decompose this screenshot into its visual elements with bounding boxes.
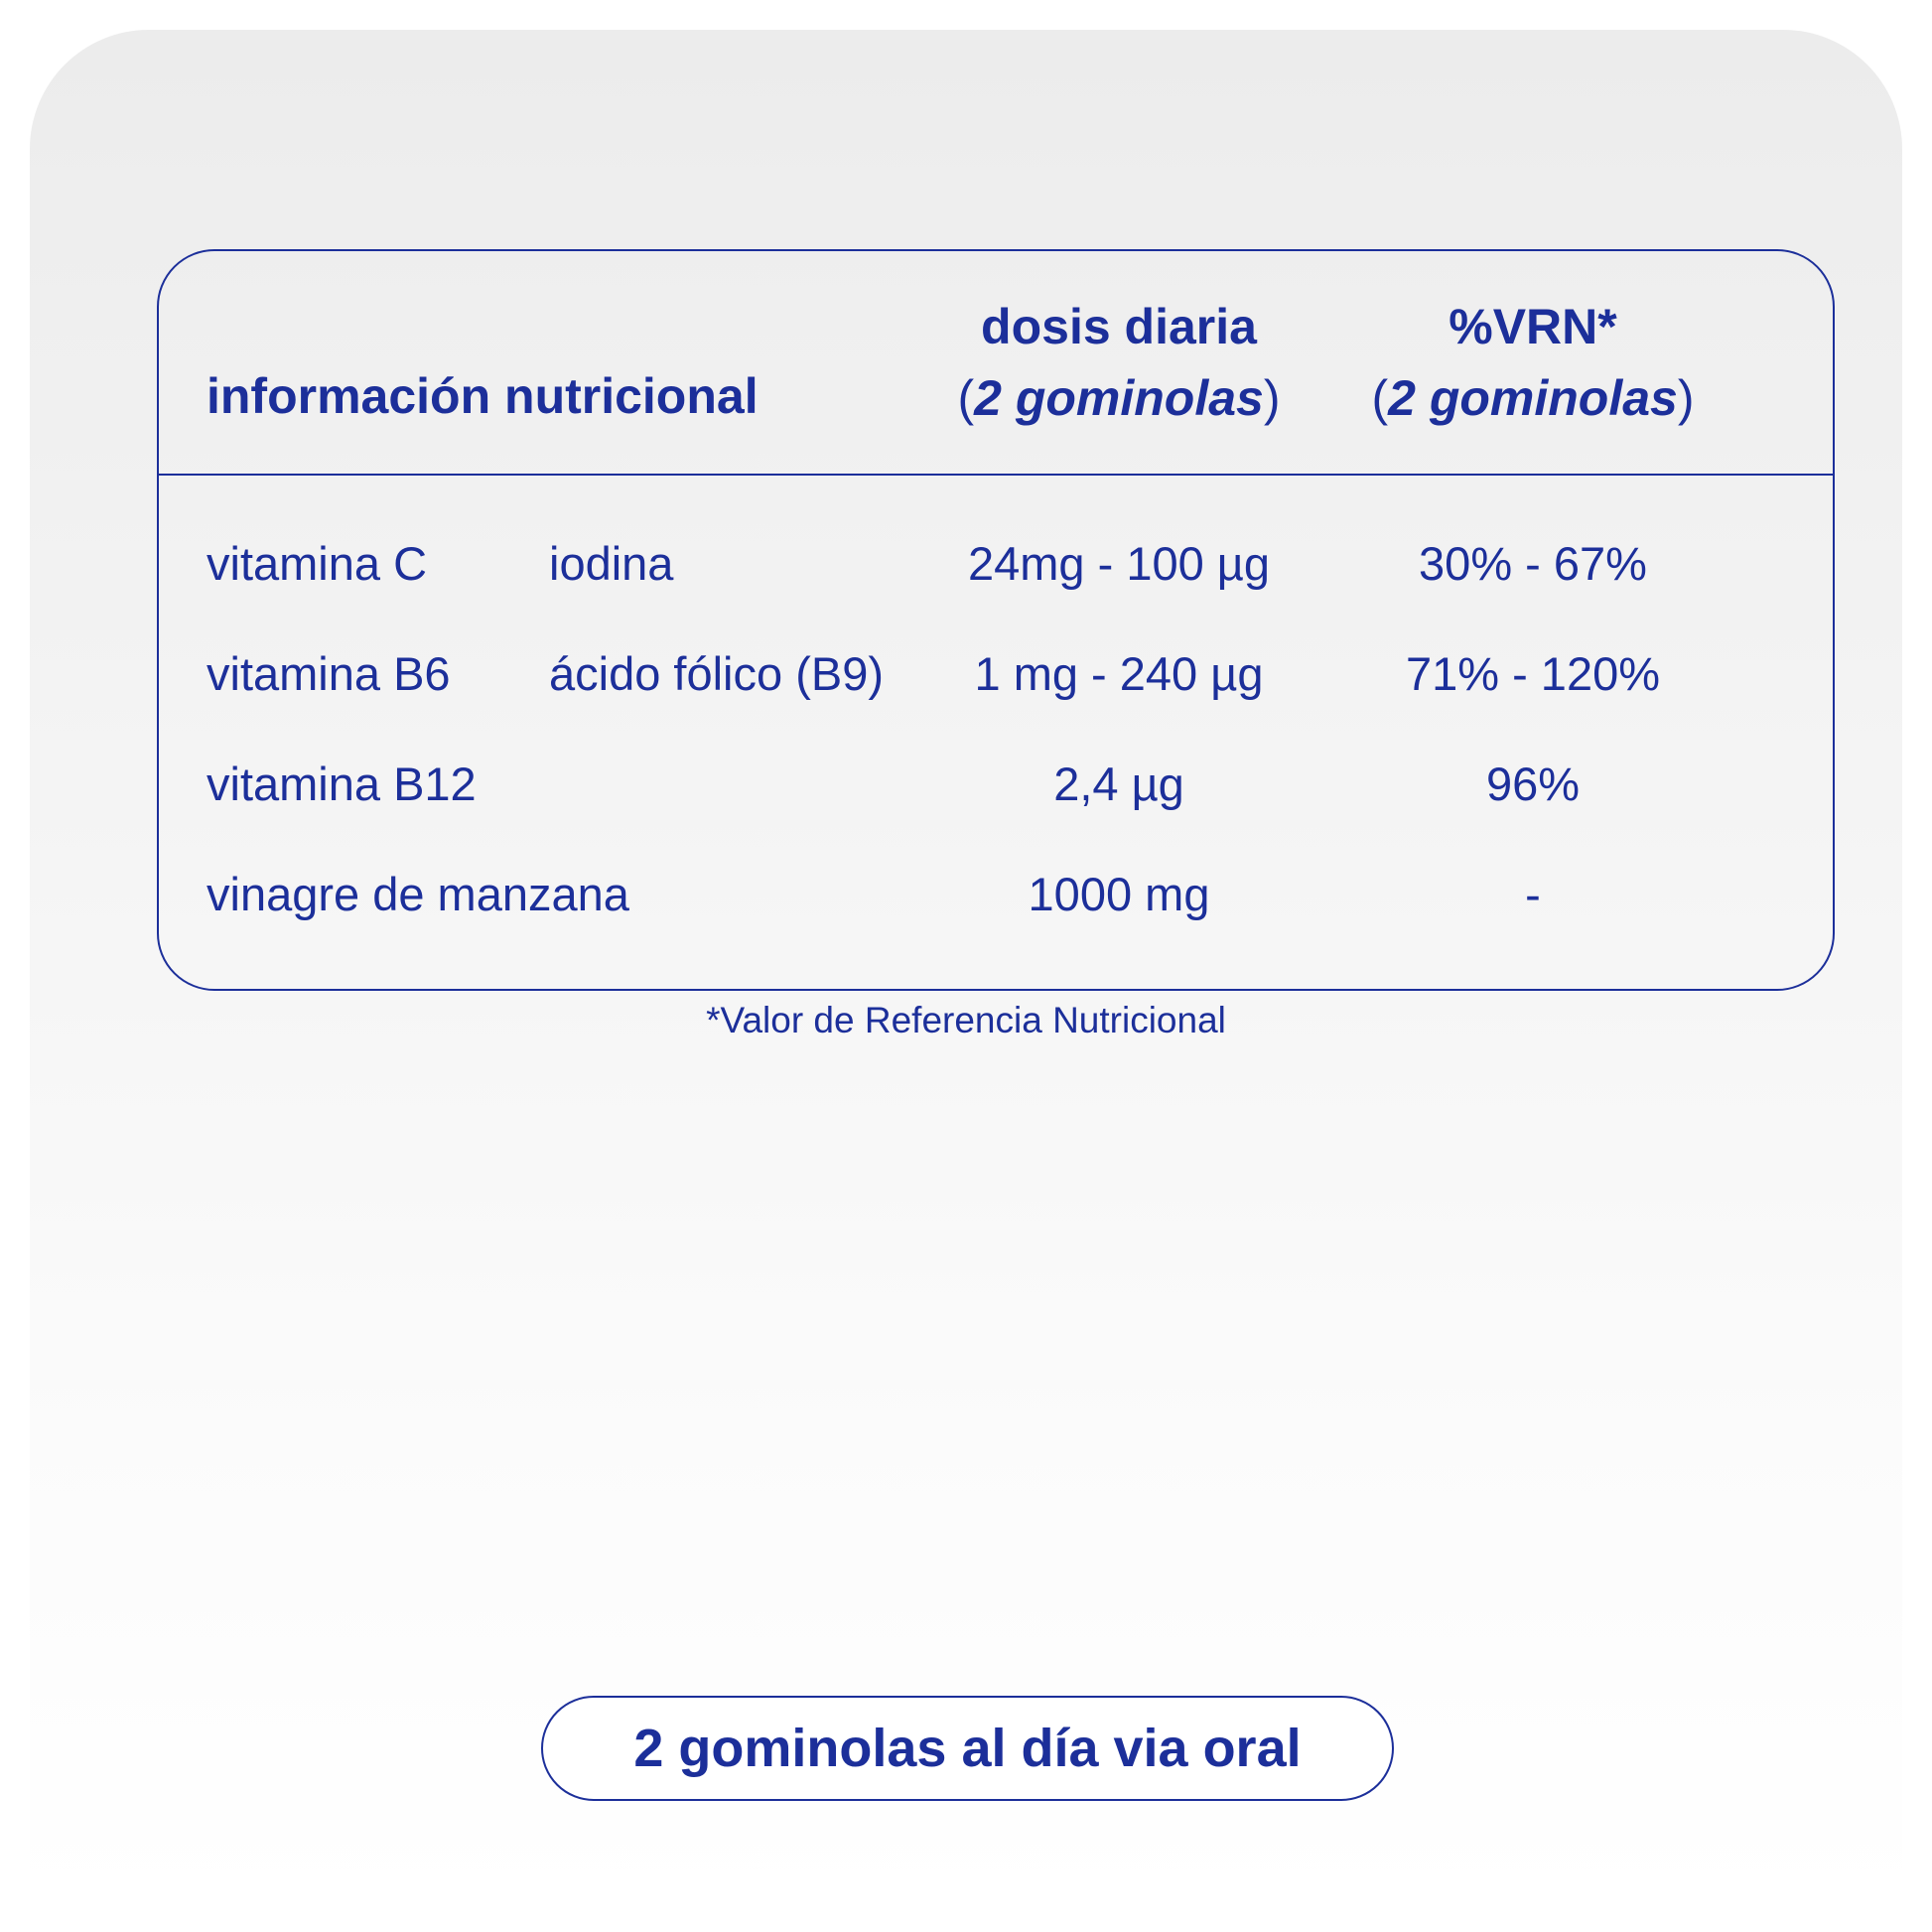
- dose-open-paren: (: [957, 370, 975, 426]
- row-2-vrn: 71% - 120%: [1405, 647, 1661, 700]
- row-1-nutrient-1: vitamina C: [207, 537, 428, 590]
- vrn-open-paren: (: [1371, 370, 1389, 426]
- dose-close-paren: ): [1263, 370, 1281, 426]
- dosage-badge-label: 2 gominolas al día via oral: [633, 1719, 1302, 1778]
- dose-quantity: 2 gominolas: [974, 370, 1264, 426]
- column-header-dose-line1: dosis diaria: [981, 299, 1257, 354]
- row-4-nutrient-1: vinagre de manzana: [207, 868, 629, 920]
- row-1-dose: 24mg - 100 µg: [967, 537, 1271, 590]
- row-2-nutrient-2: ácido fólico (B9): [549, 647, 884, 700]
- dosage-badge: [541, 1696, 1394, 1801]
- nutrition-table: [157, 249, 1835, 991]
- row-1-vrn: 30% - 67%: [1419, 537, 1647, 590]
- row-4-vrn: -: [1525, 868, 1541, 920]
- row-3-dose: 2,4 µg: [1053, 758, 1184, 810]
- column-header-dose-line2: [910, 362, 1327, 434]
- column-header-vrn-line2: [1324, 362, 1741, 434]
- row-3-nutrient-1: vitamina B12: [207, 758, 477, 810]
- header-divider: [159, 474, 1833, 476]
- background-panel: [30, 30, 1902, 1902]
- column-header-vrn: [1324, 291, 1741, 434]
- row-1-nutrient-2: iodina: [549, 537, 674, 590]
- row-3-vrn: 96%: [1485, 758, 1581, 810]
- column-header-vrn-line1: %VRN*: [1449, 299, 1617, 354]
- table-title: información nutricional: [207, 368, 759, 424]
- vrn-quantity: 2 gominolas: [1388, 370, 1678, 426]
- column-header-dose: [910, 291, 1327, 434]
- vrn-close-paren: ): [1677, 370, 1695, 426]
- vrn-footnote: *Valor de Referencia Nutricional: [706, 1000, 1226, 1040]
- row-2-nutrient-1: vitamina B6: [207, 647, 451, 700]
- row-2-dose: 1 mg - 240 µg: [974, 647, 1264, 700]
- row-4-dose: 1000 mg: [1028, 868, 1210, 920]
